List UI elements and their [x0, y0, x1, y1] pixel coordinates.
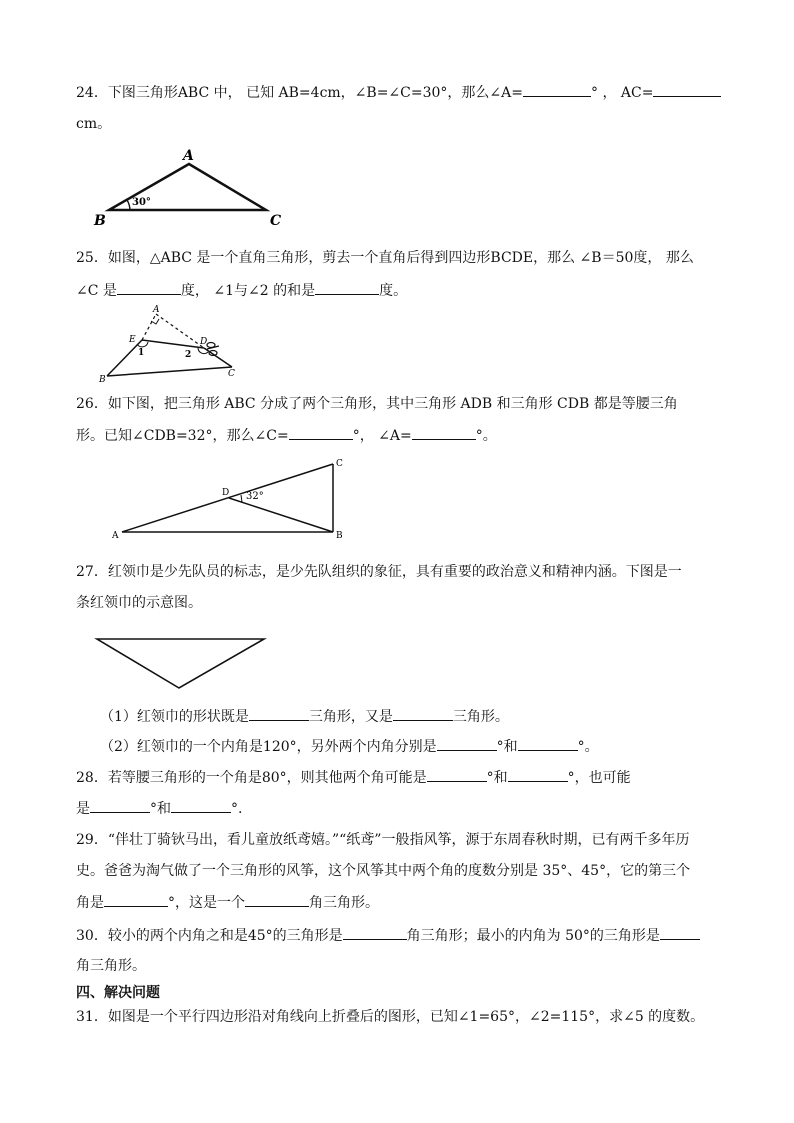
vertex-a-label: A [183, 148, 194, 164]
q28-line1: 28．若等腰三角形的一个角是80°，则其他两个角可能是 °和 °，也可能 [76, 767, 631, 788]
q26-line2: 形。已知∠CDB=32°，那么∠C= °， ∠A= °。 [76, 425, 497, 446]
vertex-d-label: D [222, 488, 230, 498]
vertex-b-label: B [336, 531, 343, 540]
q29-line1: 29．“伴壮丁骑钬马出，看儿童放纸鸢嬉。”“纸鸢”一般指风筝，源于东周春秋时期，已有两千多年历 [76, 832, 690, 848]
angle-b-label: 30° [132, 197, 151, 208]
q31-line1: 31．如图是一个平行四边形沿对角线向上折叠后的图形，已知∠1=65°，∠2=115°，求∠5 的度数。 [76, 1009, 705, 1025]
angle-1-label: 1 [138, 348, 145, 358]
vertex-c-label: C [270, 213, 282, 229]
q24-line2: cm。 [76, 116, 112, 132]
answer-blank[interactable] [427, 767, 487, 782]
q28-line2: 是 °和 °. [76, 798, 242, 819]
q24-triangle-figure [90, 145, 300, 230]
answer-blank[interactable] [518, 736, 578, 751]
q30-line1: 30．较小的两个内角之和是45°的三角形是 角三角形；最小的内角为 50°的三角形是 [76, 925, 700, 946]
q29-line2: 史。爸爸为淘气做了一个三角形的风筝，这个风筝其中两个角的度数分别是 35°、45°，它的第三个 [76, 863, 691, 879]
angle-2-label: 2 [185, 350, 192, 360]
answer-blank[interactable] [437, 736, 497, 751]
q30-line2: 角三角形。 [76, 958, 146, 974]
answer-blank[interactable] [104, 892, 168, 907]
vertex-b-label: B [94, 213, 106, 229]
answer-blank[interactable] [315, 280, 379, 295]
answer-blank[interactable] [117, 280, 181, 295]
answer-blank[interactable] [508, 767, 568, 782]
answer-blank[interactable] [343, 925, 407, 940]
answer-blank[interactable] [289, 425, 353, 440]
q26-line1: 26．如下图，把三角形 ABC 分成了两个三角形，其中三角形 ADB 和三角形 CDB 都是等腰三角 [76, 396, 678, 412]
answer-blank[interactable] [90, 798, 150, 813]
vertex-a-label: A [112, 531, 119, 540]
q27-sub1: （1）红领巾的形状既是 三角形，又是 三角形。 [100, 706, 509, 727]
q25-line2: ∠C 是 度， ∠1与∠2 的和是 度。 [76, 280, 407, 301]
q26-triangle-figure [112, 454, 352, 540]
answer-blank[interactable] [523, 82, 591, 97]
answer-blank[interactable] [249, 706, 309, 721]
q25-line1: 25．如图，△ABC 是一个直角三角形，剪去一个直角后得到四边形BCDE，那么 ∠B＝50度， 那么 [76, 250, 694, 266]
vertex-d-label: D [200, 337, 208, 347]
q27-line1: 27．红领巾是少先队员的标志，是少先队组织的象征，具有重要的政治意义和精神内涵。下图是一 [76, 564, 682, 580]
vertex-b-label: B [99, 375, 106, 385]
q24-line1: 24．下图三角形ABC 中， 已知 AB=4cm，∠B=∠C=30°，那么∠A= ° ， AC= [76, 82, 721, 103]
q25-cut-triangle-figure [94, 304, 244, 386]
vertex-a-label: A [153, 305, 160, 315]
vertex-e-label: E [129, 335, 136, 345]
section-title: 四、解决问题 [76, 985, 160, 1001]
answer-blank[interactable] [393, 706, 453, 721]
answer-blank[interactable] [412, 425, 476, 440]
answer-blank[interactable] [660, 925, 700, 940]
vertex-c-label: C [228, 369, 235, 379]
answer-blank[interactable] [171, 798, 231, 813]
answer-blank[interactable] [653, 82, 721, 97]
q27-line2: 条红领巾的示意图。 [76, 595, 202, 611]
angle-cdb-label: 32° [246, 491, 264, 502]
answer-blank[interactable] [245, 892, 309, 907]
q27-sub2: （2）红领巾的一个内角是120°，另外两个内角分别是 °和 °。 [100, 736, 599, 757]
q29-line3: 角是 °，这是一个 角三角形。 [76, 892, 379, 913]
vertex-c-label: C [336, 459, 343, 469]
q27-red-scarf-figure [92, 632, 272, 694]
